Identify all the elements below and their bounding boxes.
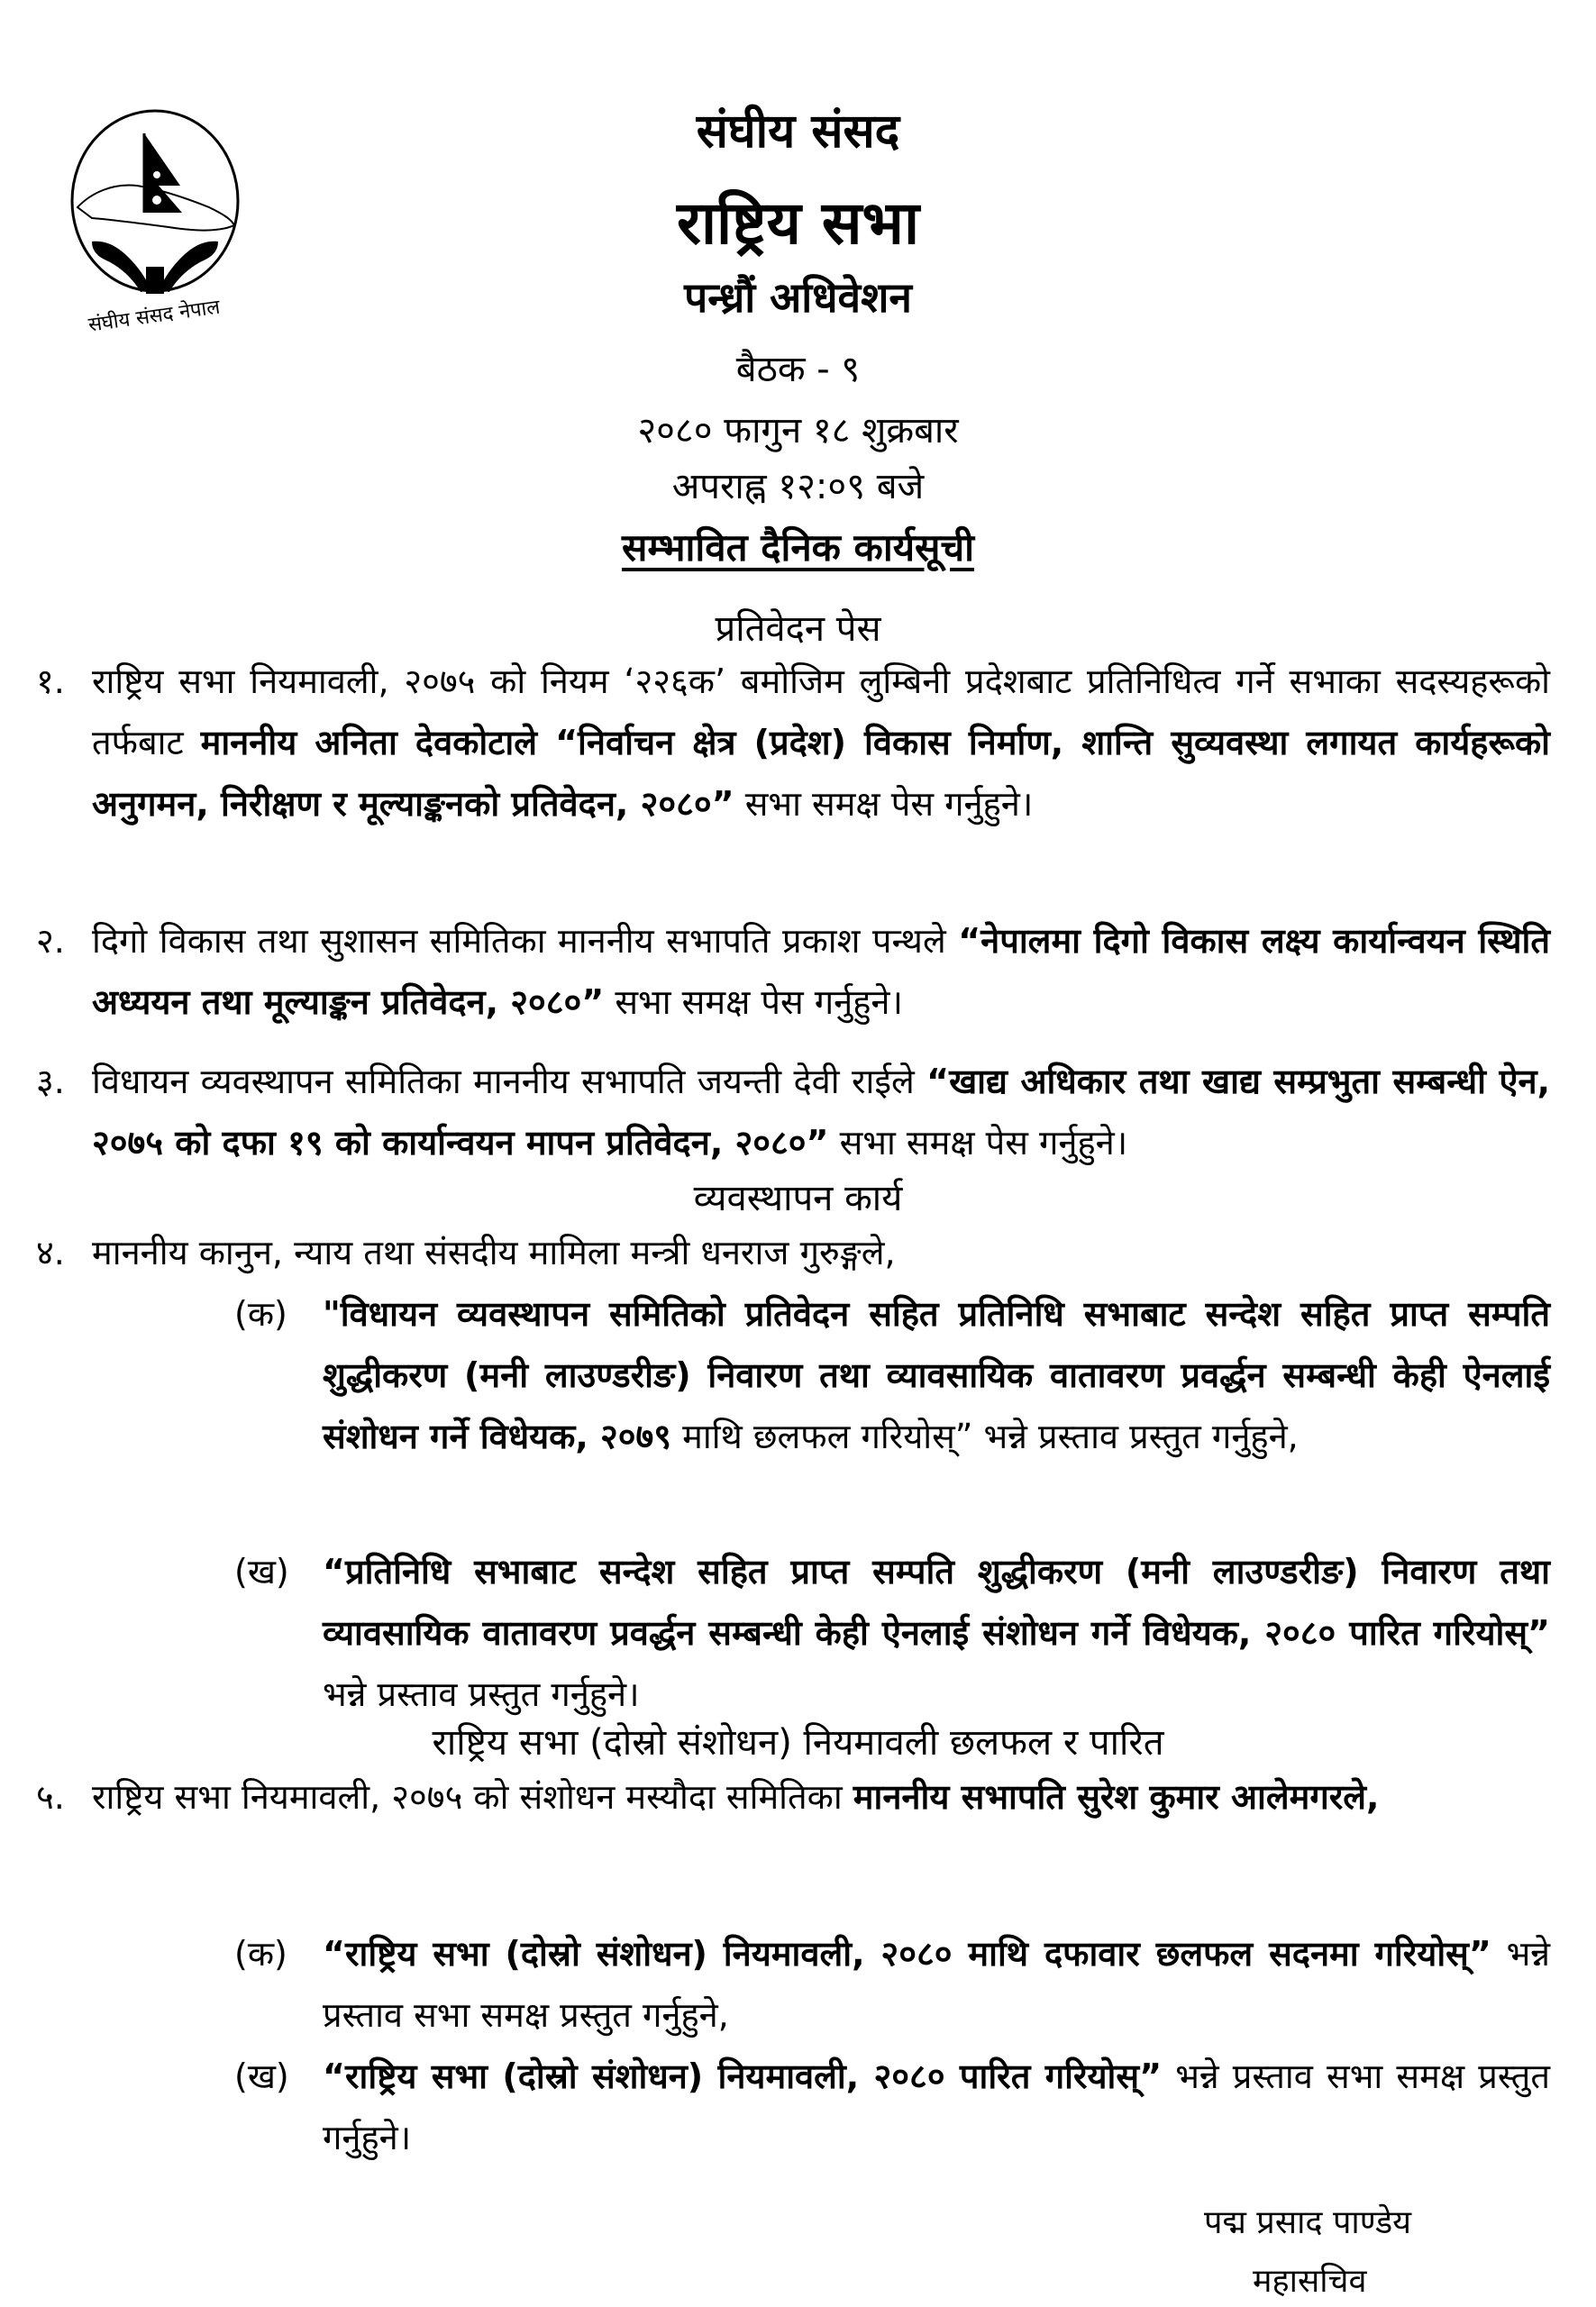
subitem-text: भन्ने प्रस्ताव सभा समक्ष प्रस्तुत गर्नुहुने,: [323, 1934, 1550, 2035]
logo-text: संघीय संसद नेपाल: [87, 296, 222, 337]
agenda-subitem-5-kha: [234, 2046, 1550, 2168]
agenda-item-4: [36, 1222, 1550, 1283]
item-text: राष्ट्रिय सभा नियमावली, २०७५ को नियम ‘२२६क’ बमोजिम लुम्बिनी प्रदेशबाट प्रतिनिधित्व गर्ने सभाका सदस्यहरूको तर्फबाट: [92, 661, 1550, 762]
item-text-bold: “खाद्य अधिकार तथा खाद्य सम्प्रभुता सम्बन्धी ऐन, २०७५ को दफा १९ को कार्यान्वयन मापन प्रतिवेदन, २०८०”: [92, 1062, 1551, 1163]
item-text: विधायन व्यवस्थापन समितिका माननीय सभापति जयन्ती देवी राईले: [92, 1062, 927, 1101]
header-national-assembly: राष्ट्रिय सभा: [676, 188, 920, 258]
item-text-bold: माननीय सभापति सुरेश कुमार आलेमगरले,: [853, 1777, 1380, 1817]
header-date: २०८० फागुन १८ शुक्रबार: [637, 410, 959, 451]
agenda-item-5: [36, 1766, 1550, 1828]
item-number: १.: [36, 661, 65, 701]
agenda-item-1: [36, 651, 1550, 834]
item-number: ३.: [36, 1062, 65, 1101]
subitem-text: माथि छलफल गरियोस्” भन्ने प्रस्ताव प्रस्तुत गर्नुहुने,: [671, 1417, 1299, 1456]
subitem-label: (ख): [234, 1552, 289, 1591]
item-text-end: सभा समक्ष पेस गर्नुहुने।: [734, 784, 1034, 824]
subitem-text: भन्ने प्रस्ताव सभा समक्ष प्रस्तुत गर्नुहुने।: [323, 2056, 1550, 2157]
item-number: ४.: [36, 1233, 65, 1272]
item-text-end: सभा समक्ष पेस गर्नुहुने।: [604, 982, 903, 1022]
item-text-end: सभा समक्ष पेस गर्नुहुने।: [828, 1123, 1128, 1163]
subitem-text-bold: “राष्ट्रिय सभा (दोस्रो संशोधन) नियमावली, २०८० माथि दफावार छलफल सदनमा गरियोस्”: [323, 1934, 1491, 1974]
section-legislation-title: व्यवस्थापन कार्य: [693, 1178, 903, 1219]
agenda-subitem-4-ka: [234, 1283, 1550, 1467]
item-text: राष्ट्रिय सभा नियमावली, २०७५ को संशोधन मस्यौदा समितिका: [92, 1777, 853, 1817]
subitem-label: (ख): [234, 2056, 289, 2096]
signatory-name: पद्म प्रसाद पाण्डेय: [1204, 2204, 1411, 2241]
subitem-label: (क): [234, 1294, 287, 1334]
agenda-item-3: [36, 1051, 1550, 1173]
item-number: ५.: [36, 1777, 65, 1817]
subitem-text-bold: “प्रतिनिधि सभाबाट सन्देश सहित प्राप्त सम्पति शुद्धीकरण (मनी लाउण्डरीङ) निवारण तथा व्यावसायिक वातावरण प्रवर्द्धन सम्बन्धी केही ऐनलाई संशोधन गर्ने विधेयक, २०८० पारित गरियोस्”: [323, 1552, 1550, 1653]
agenda-subitem-5-ka: [234, 1923, 1550, 2046]
header-time: अपराह्न १२:०९ बजे: [671, 466, 925, 507]
subitem-text-bold: "विधायन व्यवस्थापन समितिको प्रतिवेदन सहित प्रतिनिधि सभाबाट सन्देश सहित प्राप्त सम्पति शुद्धीकरण (मनी लाउण्डरीङ) निवारण तथा व्यावसायिक वातावरण प्रवर्द्धन सम्बन्धी केही ऐनलाई संशोधन गर्ने विधेयक, २०७९: [323, 1294, 1550, 1456]
section-rules-title: राष्ट्रिय सभा (दोस्रो संशोधन) नियमावली छलफल र पारित: [432, 1722, 1164, 1764]
item-text: माननीय कानुन, न्याय तथा संसदीय मामिला मन्त्री धनराज गुरुङ्गले,: [92, 1233, 896, 1272]
item-text-bold: “नेपालमा दिगो विकास लक्ष्य कार्यान्वयन स्थिति अध्ययन तथा मूल्याङ्कन प्रतिवेदन, २०८०”: [92, 921, 1550, 1022]
header-parliament: संघीय संसद: [696, 105, 900, 159]
agenda-subitem-4-kha: [234, 1541, 1550, 1725]
item-text-bold: माननीय अनिता देवकोटाले “निर्वाचन क्षेत्र (प्रदेश) विकास निर्माण, शान्ति सुव्यवस्था लगायत कार्यहरूको अनुगमन, निरीक्षण र मूल्याङ्कनको प्रतिवेदन, २०८०”: [92, 723, 1550, 824]
agenda-item-2: [36, 910, 1550, 1033]
subitem-text: भन्ने प्रस्ताव प्रस्तुत गर्नुहुने।: [323, 1674, 640, 1714]
header-agenda-title: सम्भावित दैनिक कार्यसूची: [622, 525, 974, 570]
header-session: पन्ध्रौं अधिवेशन: [684, 273, 912, 322]
section-report-title: प्रतिवेदन पेस: [715, 608, 881, 650]
header-meeting: बैठक - ९: [735, 349, 861, 390]
item-text: दिगो विकास तथा सुशासन समितिका माननीय सभापति प्रकाश पन्थले: [92, 921, 959, 961]
subitem-text-bold: “राष्ट्रिय सभा (दोस्रो संशोधन) नियमावली, २०८० पारित गरियोस्”: [323, 2056, 1163, 2096]
subitem-label: (क): [234, 1934, 287, 1974]
signatory-title: महासचिव: [1253, 2263, 1367, 2300]
item-number: २.: [36, 921, 65, 961]
